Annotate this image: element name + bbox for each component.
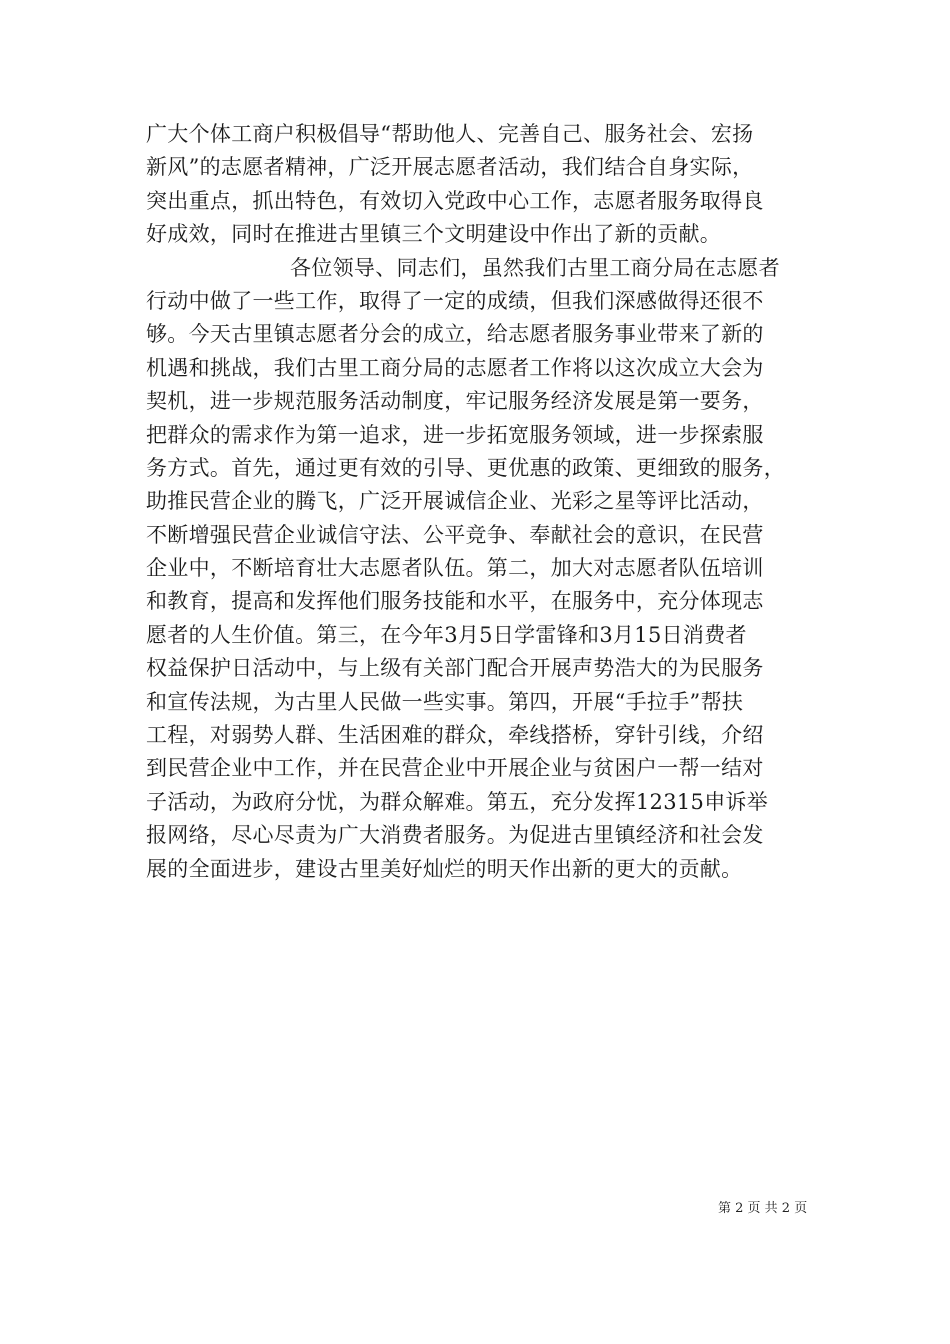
text-line: 新风”的志愿者精神，广泛开展志愿者活动，我们结合自身实际， [146, 155, 754, 180]
text-line: 工程，对弱势人群、生活困难的群众，牵线搭桥，穿针引线，介绍 [146, 723, 764, 748]
text-line: 行动中做了一些工作，取得了一定的成绩，但我们深感做得还很不 [146, 288, 764, 313]
text-line: 广大个体工商户积极倡导“帮助他人、完善自己、服务社会、宏扬 [146, 122, 754, 146]
text-line: 报网络，尽心尽责为广大消费者服务。为促进古里镇经济和社会发 [146, 823, 764, 848]
text-line: 和教育，提高和发挥他们服务技能和水平，在服务中，充分体现志 [146, 589, 764, 614]
text-line: 子活动，为政府分忧，为群众解难。第五，充分发挥12315申诉举 [146, 789, 769, 814]
text-line: 到民营企业中工作，并在民营企业中开展企业与贫困户一帮一结对 [146, 756, 764, 781]
text-line: 务方式。首先，通过更有效的引导、更优惠的政策、更细致的服务， [146, 455, 785, 480]
body-text [146, 118, 826, 886]
text-line: 突出重点，抓出特色，有效切入党政中心工作，志愿者服务取得良 [146, 188, 764, 213]
text-line: 不断增强民营企业诚信守法、公平竞争、奉献社会的意识，在民营 [146, 522, 764, 547]
text-line: 企业中，不断培育壮大志愿者队伍。第二，加大对志愿者队伍培训 [146, 556, 764, 581]
text-line: 助推民营企业的腾飞，广泛开展诚信企业、光彩之星等评比活动， [146, 489, 764, 514]
text-line: 够。今天古里镇志愿者分会的成立，给志愿者服务事业带来了新的 [146, 322, 764, 347]
text-line: 机遇和挑战，我们古里工商分局的志愿者工作将以这次成立大会为 [146, 355, 764, 380]
text-line: 好成效，同时在推进古里镇三个文明建设中作出了新的贡献。 [146, 222, 722, 247]
text-line: 愿者的人生价值。第三，在今年3月5日学雷锋和3月15日消费者 [146, 622, 747, 647]
text-line: 和宣传法规，为古里人民做一些实事。第四，开展“手拉手”帮扶 [146, 689, 744, 714]
text-line: 契机，进一步规范服务活动制度，牢记服务经济发展是第一要务， [146, 389, 764, 414]
text-line: 权益保护日活动中，与上级有关部门配合开展声势浩大的为民服务 [146, 656, 764, 681]
paragraph-start-line: 各位领导、同志们，虽然我们古里工商分局在志愿者 [290, 255, 780, 280]
text-line: 把群众的需求作为第一追求，进一步拓宽服务领域，进一步探索服 [146, 422, 764, 447]
text-line: 展的全面进步，建设古里美好灿烂的明天作出新的更大的贡献。 [146, 856, 743, 881]
page-number-footer: 第 2 页 共 2 页 [718, 1201, 808, 1216]
